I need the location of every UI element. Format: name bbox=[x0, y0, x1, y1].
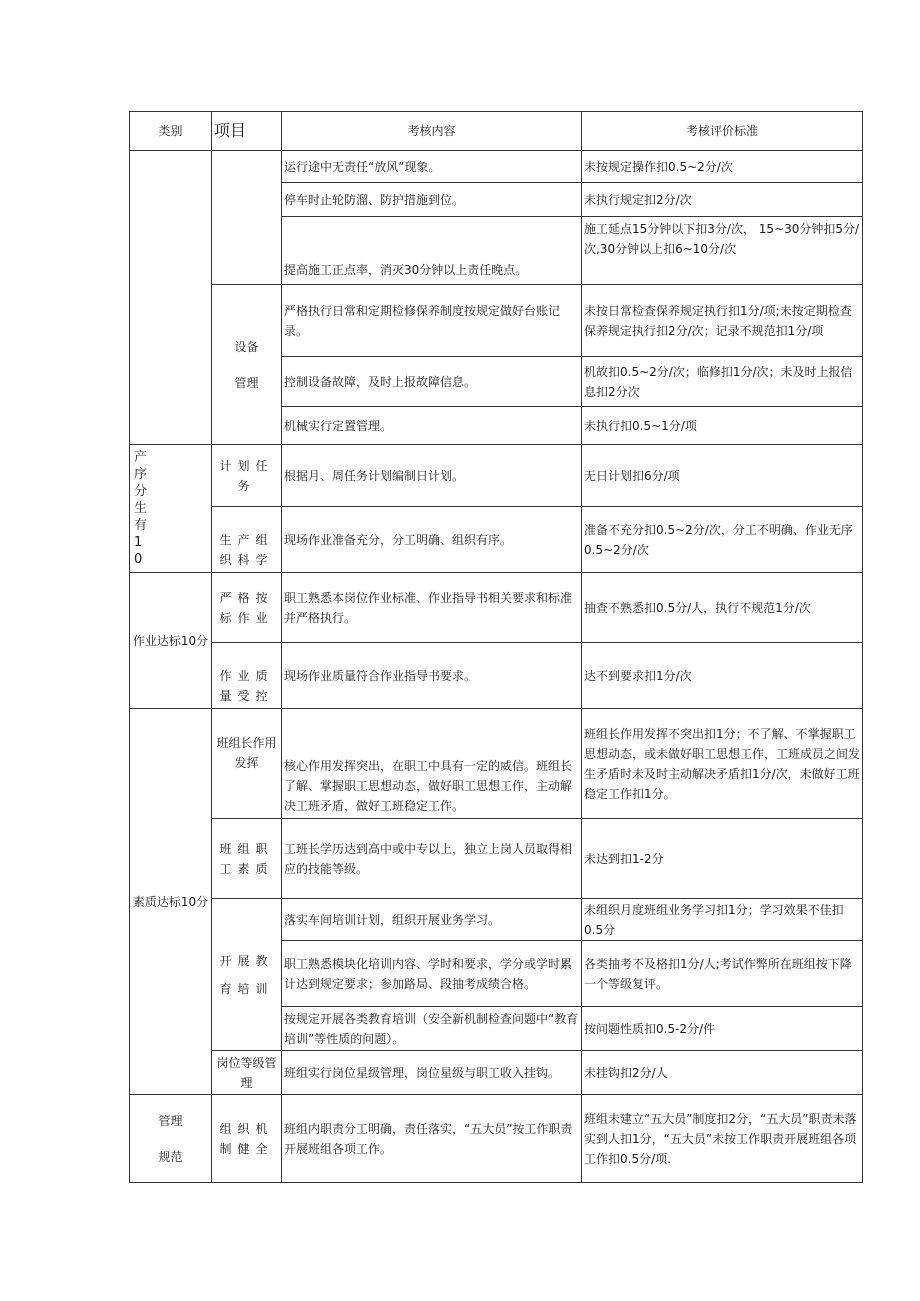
content-cell: 运行途中无责任“放风”现象。 bbox=[282, 151, 582, 183]
standard-cell: 未达到扣1-2分 bbox=[582, 819, 863, 899]
category-label: 管理规范 bbox=[158, 1113, 183, 1164]
content-cell: 控制设备故障，及时上报故障信息。 bbox=[282, 357, 582, 407]
category-cell-blank bbox=[130, 151, 212, 445]
content-cell: 落实车间培训计划，组织开展业务学习。 bbox=[282, 899, 582, 941]
header-category: 类别 bbox=[130, 112, 212, 151]
content-cell: 提高施工正点率，消灭30分钟以上责任晚点。 bbox=[282, 217, 582, 285]
standard-cell: 未执行规定扣2分/次 bbox=[582, 183, 863, 217]
category-label: 产序分生有10 bbox=[134, 449, 148, 567]
header-content: 考核内容 bbox=[282, 112, 582, 151]
content-cell: 按规定开展各类教育培训（安全新机制检查问题中“教育培训”等性质的问题）。 bbox=[282, 1007, 582, 1051]
standard-cell: 班组未建立“五大员”制度扣2分，“五大员”职责未落实到人扣1分，“五大员”未按工作职责开展班组各项工作扣0.5分/项. bbox=[582, 1095, 863, 1183]
item-cell-blank bbox=[212, 151, 282, 285]
standard-cell: 施工延点15分钟以下扣3分/次， 15~30分钟扣5分/次,30分钟以上扣6~10分/次 bbox=[582, 217, 863, 285]
standard-cell: 班组长作用发挥不突出扣1分；不了解、不掌握职工思想动态，或未做好职工思想工作，工班成员之间发生矛盾时未及时主动解决矛盾扣1分/次，未做好工班稳定工作扣1分。 bbox=[582, 709, 863, 819]
table-row bbox=[130, 643, 863, 709]
table-row bbox=[130, 573, 863, 643]
standard-cell: 机故扣0.5~2分/次；临修扣1分/次；未及时上报信息扣2分次 bbox=[582, 357, 863, 407]
standard-cell: 各类抽考不及格扣1分/人;考试作弊所在班组按下降一个等级复评。 bbox=[582, 941, 863, 1007]
category-production bbox=[130, 445, 212, 573]
table-row bbox=[130, 819, 863, 899]
item-quality-control: 作业质量受控 bbox=[212, 643, 282, 709]
standard-cell: 抽查不熟悉扣0.5分/人，执行不规范1分/次 bbox=[582, 573, 863, 643]
header-item: 项目 bbox=[212, 112, 282, 151]
item-education: 开展教育培训 bbox=[212, 899, 282, 1051]
standard-cell: 未按规定操作扣0.5~2分/次 bbox=[582, 151, 863, 183]
table-row bbox=[130, 709, 863, 819]
standard-cell: 未组织月度班组业务学习扣1分；学习效果不佳扣0.5分 bbox=[582, 899, 863, 941]
standard-cell: 无日计划扣6分/项 bbox=[582, 445, 863, 507]
item-strict-operation: 严格按标作业 bbox=[212, 573, 282, 643]
content-cell: 职工熟悉模块化培训内容、学时和要求，学分或学时累计达到规定要求；参加路局、段抽考成绩合格。 bbox=[282, 941, 582, 1007]
content-cell: 严格执行日常和定期检修保养制度按规定做好台账记录。 bbox=[282, 285, 582, 357]
standard-cell: 未执行扣0.5~1分/项 bbox=[582, 407, 863, 445]
item-leader-role: 班组长作用发挥 bbox=[212, 709, 282, 819]
table-row bbox=[130, 1095, 863, 1183]
content-cell: 职工熟悉本岗位作业标准、作业指导书相关要求和标准并严格执行。 bbox=[282, 573, 582, 643]
category-operation: 作业达标10分 bbox=[130, 573, 212, 709]
item-org-mechanism: 组织机制健全 bbox=[212, 1095, 282, 1183]
content-cell: 根据月、周任务计划编制日计划。 bbox=[282, 445, 582, 507]
content-cell: 停车时止轮防溜、防护措施到位。 bbox=[282, 183, 582, 217]
item-post-grade: 岗位等级管理 bbox=[212, 1051, 282, 1095]
category-quality: 素质达标10分 bbox=[130, 709, 212, 1095]
content-cell: 现场作业质量符合作业指导书要求。 bbox=[282, 643, 582, 709]
content-cell: 核心作用发挥突出，在职工中具有一定的威信。班组长了解、掌握职工思想动态，做好职工思想工作，主动解决工班矛盾，做好工班稳定工作。 bbox=[282, 709, 582, 819]
table-row bbox=[130, 445, 863, 507]
content-cell: 现场作业准备充分，分工明确、组织有序。 bbox=[282, 507, 582, 573]
table-row bbox=[130, 1051, 863, 1095]
item-equipment bbox=[212, 285, 282, 445]
standard-cell: 未挂钩扣2分/人 bbox=[582, 1051, 863, 1095]
content-cell: 工班长学历达到高中或中专以上，独立上岗人员取得相应的技能等级。 bbox=[282, 819, 582, 899]
item-production-org: 生产组织科学 bbox=[212, 507, 282, 573]
header-row bbox=[130, 112, 863, 151]
standard-cell: 准备不充分扣0.5~2分/次，分工不明确、作业无序0.5~2分/次 bbox=[582, 507, 863, 573]
table-row bbox=[130, 285, 863, 357]
item-plan-task: 计划任务 bbox=[212, 445, 282, 507]
category-management bbox=[130, 1095, 212, 1183]
table-row bbox=[130, 151, 863, 183]
content-cell: 班组内职责分工明确，责任落实，“五大员”按工作职责开展班组各项工作。 bbox=[282, 1095, 582, 1183]
standard-cell: 达不到要求扣1分/次 bbox=[582, 643, 863, 709]
table-row bbox=[130, 507, 863, 573]
standard-cell: 未按日常检查保养规定执行扣1分/项;未按定期检查保养规定执行扣2分/次；记录不规范扣1分/项 bbox=[582, 285, 863, 357]
content-cell: 机械实行定置管理。 bbox=[282, 407, 582, 445]
item-label: 设备管理 bbox=[234, 339, 259, 390]
item-staff-quality: 班组职工素质 bbox=[212, 819, 282, 899]
assessment-table bbox=[129, 111, 863, 1183]
standard-cell: 按问题性质扣0.5-2分/件 bbox=[582, 1007, 863, 1051]
header-standard: 考核评价标准 bbox=[582, 112, 863, 151]
content-cell: 班组实行岗位星级管理，岗位星级与职工收入挂钩。 bbox=[282, 1051, 582, 1095]
table-row bbox=[130, 899, 863, 941]
